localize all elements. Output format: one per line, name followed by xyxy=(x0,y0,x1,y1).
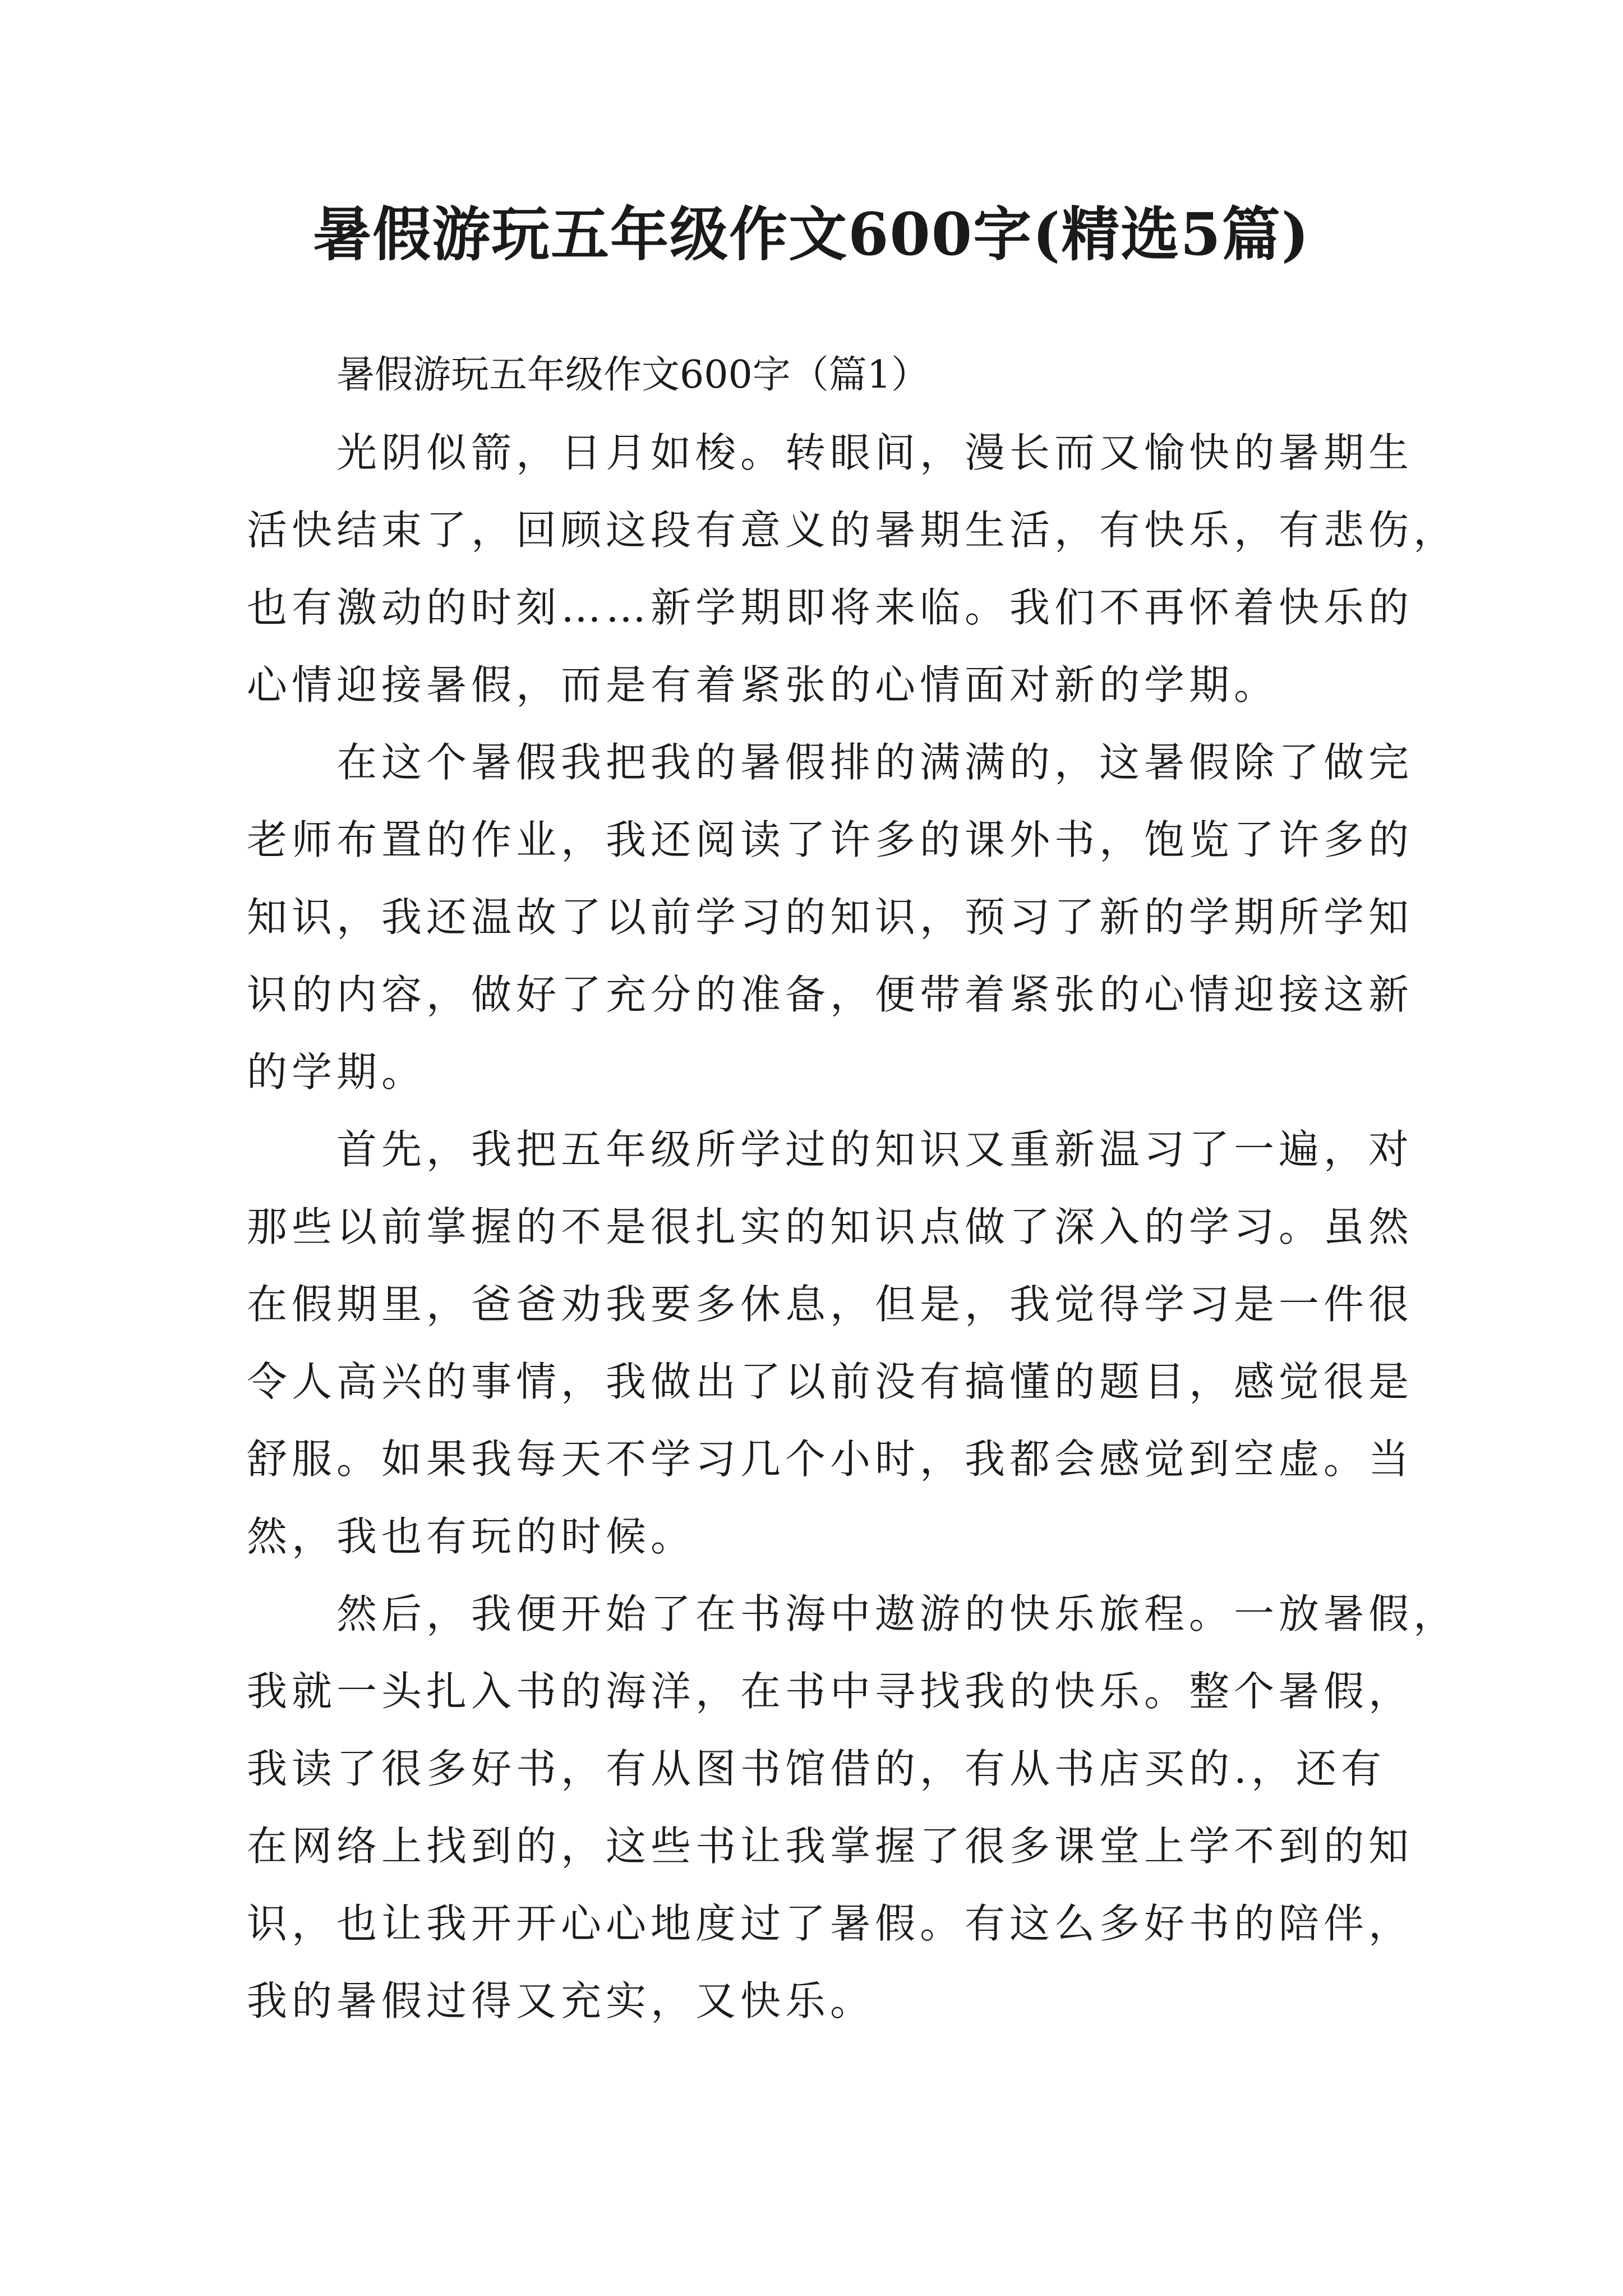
paragraph-4 xyxy=(247,1575,1459,2040)
paragraph-line: 心情迎接暑假，而是有着紧张的心情面对新的学期。 xyxy=(247,661,1279,708)
paragraph-line: 的学期。 xyxy=(247,1048,427,1096)
paragraph-line: 识的内容，做好了充分的准备，便带着紧张的心情迎接这新 xyxy=(247,971,1414,1018)
paragraph-line: 令人高兴的事情，我做出了以前没有搞懂的题目，感觉很是 xyxy=(247,1358,1414,1405)
document-body xyxy=(247,337,1459,2040)
paragraph-line: 然，我也有玩的时候。 xyxy=(247,1513,696,1560)
paragraph-line: 我就一头扎入书的海洋，在书中寻找我的快乐。整个暑假， xyxy=(247,1668,1414,1715)
document-title: 暑假游玩五年级作文600字(精选5篇) xyxy=(313,200,1310,269)
paragraph-line: 活快结束了，回顾这段有意义的暑期生活，有快乐，有悲伤， xyxy=(247,507,1459,554)
paragraph-line: 那些以前掌握的不是很扎实的知识点做了深入的学习。虽然 xyxy=(247,1203,1414,1250)
paragraph-line: 老师布置的作业，我还阅读了许多的课外书，饱览了许多的 xyxy=(247,816,1414,863)
paragraph-1 xyxy=(247,414,1459,724)
paragraph-line: 然后，我便开始了在书海中遨游的快乐旅程。一放暑假， xyxy=(336,1590,1459,1637)
paragraph-line: 知识，我还温故了以前学习的知识，预习了新的学期所学知 xyxy=(247,894,1414,941)
paragraph-line: 也有激动的时刻……新学期即将来临。我们不再怀着快乐的 xyxy=(247,584,1414,631)
paragraph-line: 舒服。如果我每天不学习几个小时，我都会感觉到空虚。当 xyxy=(247,1435,1414,1483)
paragraph-line: 首先，我把五年级所学过的知识又重新温习了一遍，对 xyxy=(336,1126,1414,1173)
paragraph-line: 我读了很多好书，有从图书馆借的，有从书店买的.，还有 xyxy=(247,1745,1386,1792)
paragraph-line: 在这个暑假我把我的暑假排的满满的，这暑假除了做完 xyxy=(336,739,1414,786)
paragraph-line: 在网络上找到的，这些书让我掌握了很多课堂上学不到的知 xyxy=(247,1823,1414,1870)
paragraph-3 xyxy=(247,1111,1414,1575)
paragraph-line: 我的暑假过得又充实，又快乐。 xyxy=(247,1977,875,2024)
paragraph-line: 光阴似箭，日月如梭。转眼间，漫长而又愉快的暑期生 xyxy=(336,429,1414,476)
section-heading: 暑假游玩五年级作文600字（篇1） xyxy=(336,353,930,397)
paragraph-2 xyxy=(247,724,1414,1111)
paragraph-line: 在假期里，爸爸劝我要多休息，但是，我觉得学习是一件很 xyxy=(247,1281,1414,1328)
paragraph-line: 识，也让我开开心心地度过了暑假。有这么多好书的陪伴， xyxy=(247,1900,1414,1947)
